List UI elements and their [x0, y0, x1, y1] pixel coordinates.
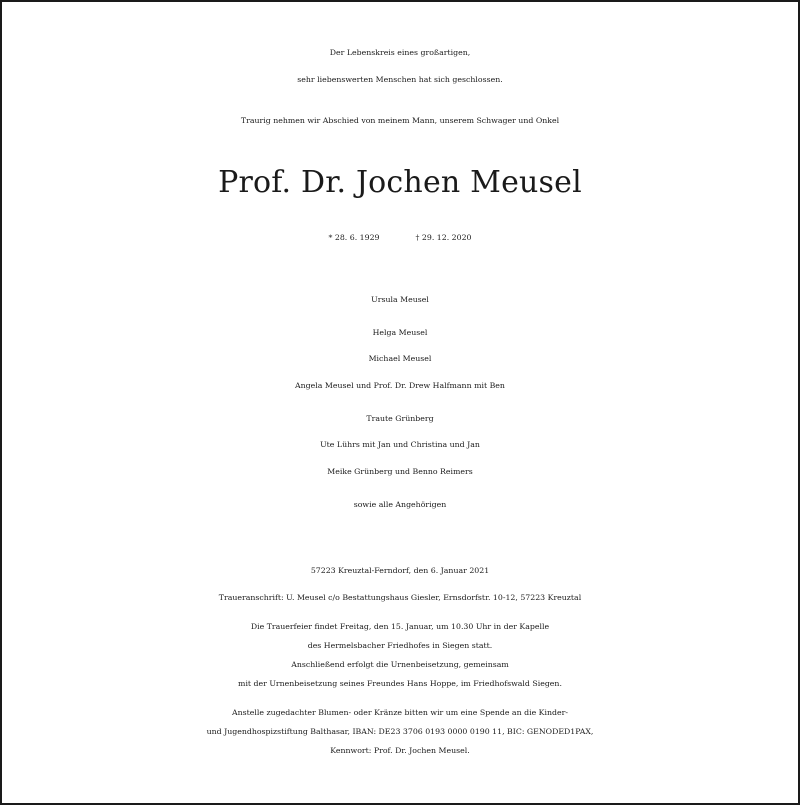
- place-and-date: 57223 Kreuztal-Ferndorf, den 6. Januar 2021: [310, 566, 490, 575]
- donation-line: und Jugendhospizstiftung Balthasar, IBAN: DE23 3706 0193 0000 0190 11, BIC: GENODED1PAX,: [206, 727, 594, 736]
- mourner-line: Meike Grünberg und Benno Reimers: [327, 467, 473, 476]
- mourner-line: Michael Meusel: [368, 354, 432, 363]
- mourner-line: sowie alle Angehörigen: [353, 500, 447, 509]
- ceremony-line: Die Trauerfeier findet Freitag, den 15. Januar, um 10.30 Uhr in der Kapelle: [250, 622, 550, 631]
- mourner-line: Traute Grünberg: [366, 414, 434, 423]
- ceremony-line: mit der Urnenbeisetzung seines Freundes Hans Hoppe, im Friedhofswald Siegen.: [238, 679, 562, 688]
- death-date: † 29. 12. 2020: [415, 233, 472, 242]
- donation-line: Kennwort: Prof. Dr. Jochen Meusel.: [330, 746, 470, 755]
- mourning-address: Traueranschrift: U. Meusel c/o Bestattungshaus Giesler, Ernsdorfstr. 10-12, 57223 Kreuztal: [218, 593, 582, 602]
- mourner-line: Angela Meusel und Prof. Dr. Drew Halfmann mit Ben: [295, 381, 505, 390]
- life-dates: [2, 234, 798, 242]
- intro-line-1: Der Lebenskreis eines großartigen,: [329, 48, 471, 57]
- deceased-name: Prof. Dr. Jochen Meusel: [218, 165, 582, 200]
- donation-line: Anstelle zugedachter Blumen- oder Kränze bitten wir um eine Spende an die Kinder-: [232, 708, 568, 717]
- mourner-line: Ute Lührs mit Jan und Christina und Jan: [320, 440, 480, 449]
- ceremony-line: Anschließend erfolgt die Urnenbeisetzung, gemeinsam: [291, 660, 509, 669]
- birth-date: * 28. 6. 1929: [328, 233, 380, 242]
- mourner-line: Helga Meusel: [372, 328, 428, 337]
- intro-line-3: Traurig nehmen wir Abschied von meinem Mann, unserem Schwager und Onkel: [240, 116, 560, 125]
- mourner-line: Ursula Meusel: [371, 295, 429, 304]
- ceremony-line: des Hermelsbacher Friedhofes in Siegen statt.: [307, 641, 493, 650]
- intro-line-2: sehr liebenswerten Menschen hat sich geschlossen.: [297, 75, 503, 84]
